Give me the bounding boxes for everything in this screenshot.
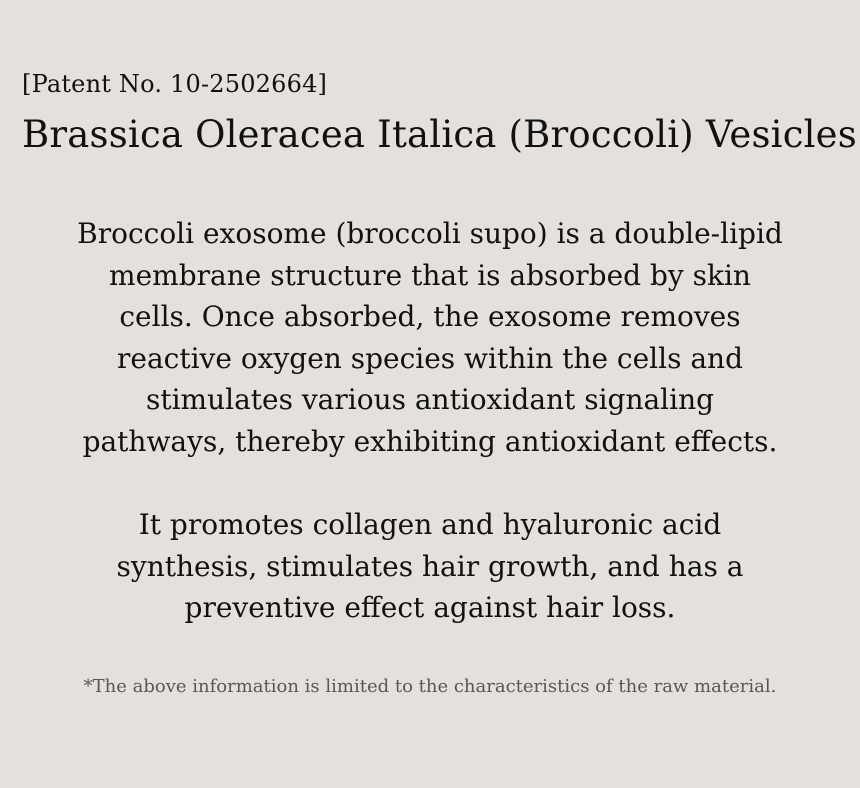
description-paragraph-hair: [0, 504, 860, 629]
ingredient-title: Brassica Oleracea Italica (Broccoli) Vesicles: [22, 113, 857, 156]
paragraph-line: stimulates various antioxidant signaling: [145, 383, 715, 416]
paragraph-line: preventive effect against hair loss.: [184, 591, 676, 624]
paragraph-line: cells. Once absorbed, the exosome removes: [119, 300, 741, 333]
paragraph-line: membrane structure that is absorbed by skin: [109, 258, 751, 292]
disclaimer-footnote: *The above information is limited to the characteristics of the raw material.: [83, 676, 777, 697]
paragraph-line: pathways, thereby exhibiting antioxidant effects.: [82, 424, 778, 458]
paragraph-line: reactive oxygen species within the cells and: [117, 341, 743, 375]
paragraph-line: Broccoli exosome (broccoli supo) is a double-lipid: [77, 217, 783, 250]
patent-number: [Patent No. 10-2502664]: [22, 70, 328, 98]
description-paragraph-antioxidant: [0, 213, 860, 462]
paragraph-line: synthesis, stimulates hair growth, and has a: [116, 549, 744, 583]
paragraph-line: It promotes collagen and hyaluronic acid: [138, 508, 722, 541]
